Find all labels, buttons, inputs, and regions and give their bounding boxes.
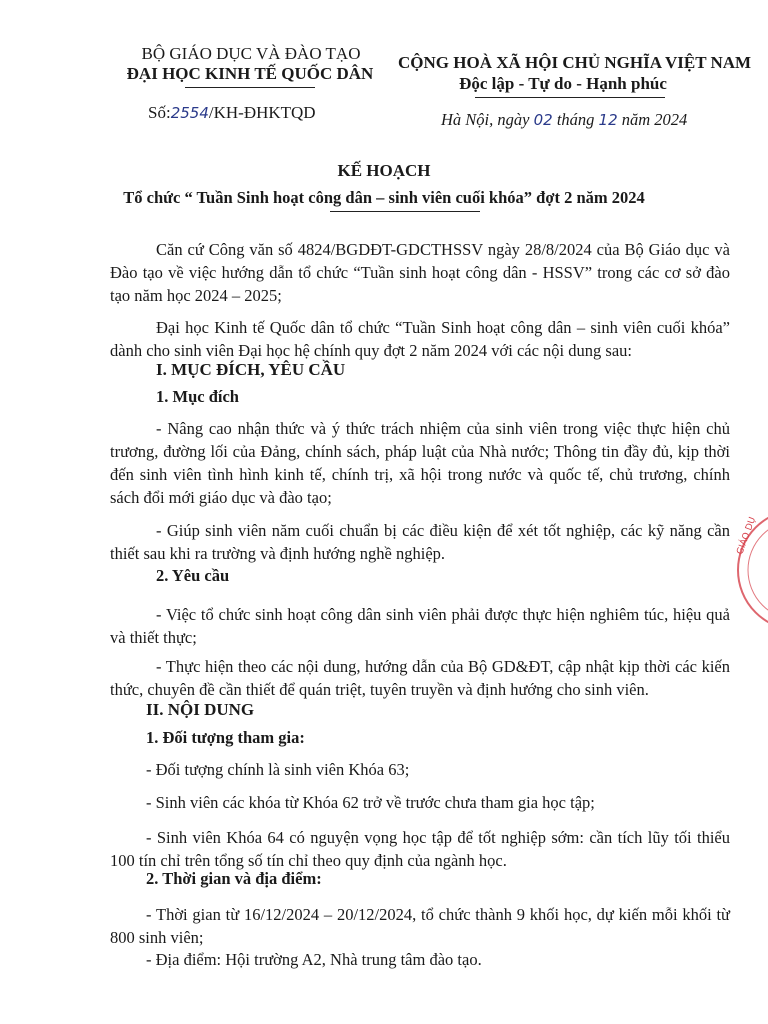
- paragraph-purpose-1: - Nâng cao nhận thức và ý thức trách nhiệm của sinh viên trong việc thực hiện chủ trương, đường lối của Đảng, chính sách, pháp luật của Nhà nước; Thông tin đầy đủ, kịp thời đến sinh viên tình hình kinh tế, chính trị, xã hội trong nước và quốc tế, chủ trương, chính sách đổi mới giáo dục và đào tạo;: [110, 419, 730, 507]
- paragraph-intro: Đại học Kinh tế Quốc dân tổ chức “Tuần Sinh hoạt công dân – sinh viên cuối khóa” dành cho sinh viên Đại học hệ chính quy đợt 2 năm 2024 với các nội dung sau:: [110, 318, 730, 360]
- paragraph-participants-2: - Sinh viên các khóa từ Khóa 62 trở về trước chưa tham gia học tập;: [146, 793, 595, 812]
- paragraph-participants-3: - Sinh viên Khóa 64 có nguyện vọng học tập để tốt nghiệp sớm: cần tích lũy tối thiểu 100 tín chỉ trên tổng số tín chỉ theo quy định của ngành học.: [110, 828, 730, 870]
- number-suffix: /KH-ĐHKTQD: [208, 103, 316, 122]
- paragraph-requirement-2: - Thực hiện theo các nội dung, hướng dẫn của Bộ GD&ĐT, cập nhật kịp thời các kiến thức, chuyên đề cần thiết để quán triệt, tuyên truyền và định hướng cho sinh viên.: [110, 657, 730, 699]
- document-title: KẾ HOẠCH: [337, 161, 431, 180]
- section-1-heading: I. MỤC ĐÍCH, YÊU CẦU: [156, 360, 346, 379]
- paragraph-requirement-1: - Việc tổ chức sinh hoạt công dân sinh viên phải được thực hiện nghiêm túc, hiệu quả và thiết thực;: [110, 605, 730, 647]
- paragraph-participants-1: - Đối tượng chính là sinh viên Khóa 63;: [146, 760, 410, 779]
- red-seal-stamp: [728, 515, 768, 625]
- document-subtitle: Tổ chức “ Tuần Sinh hoạt công dân – sinh viên cuối khóa” đợt 2 năm 2024: [123, 188, 645, 207]
- subtitle-underline: [330, 211, 480, 212]
- country-name: CỘNG HOÀ XÃ HỘI CHỦ NGHĨA VIỆT NAM: [398, 53, 752, 72]
- date-part2: tháng: [556, 110, 595, 129]
- handwritten-month: 12: [598, 111, 618, 129]
- handwritten-number: 2554: [170, 104, 209, 122]
- paragraph-time: - Thời gian từ 16/12/2024 – 20/12/2024, tổ chức thành 9 khối học, dự kiến mỗi khối từ 800 sinh viên;: [110, 905, 730, 947]
- subsection-requirements: 2. Yêu cầu: [156, 566, 230, 585]
- number-prefix: Số:: [148, 103, 171, 122]
- date-part3: năm 2024: [621, 110, 688, 129]
- subsection-participants: 1. Đối tượng tham gia:: [146, 728, 305, 747]
- place-date: [441, 110, 687, 130]
- paragraph-location: - Địa điểm: Hội trường A2, Nhà trung tâm đào tạo.: [146, 950, 482, 969]
- left-header-underline: [185, 87, 315, 88]
- ministry-name: BỘ GIÁO DỤC VÀ ĐÀO TẠO: [141, 44, 361, 63]
- section-2-heading: II. NỘI DUNG: [146, 700, 255, 719]
- paragraph-purpose-2: - Giúp sinh viên năm cuối chuẩn bị các điều kiện để xét tốt nghiệp, các kỹ năng cần thiết sau khi ra trường và định hướng nghề nghiệp.: [110, 521, 730, 563]
- national-motto: Độc lập - Tự do - Hạnh phúc: [459, 74, 667, 93]
- university-name: ĐẠI HỌC KINH TẾ QUỐC DÂN: [126, 64, 374, 83]
- subsection-time-location: 2. Thời gian và địa điểm:: [146, 869, 322, 888]
- date-part1: Hà Nội, ngày: [441, 110, 530, 129]
- stamp-text: GIÁO DỤ: [735, 515, 759, 557]
- handwritten-day: 02: [533, 111, 553, 129]
- paragraph-basis: Căn cứ Công văn số 4824/BGDĐT-GDCTHSSV ngày 28/8/2024 của Bộ Giáo dục và Đào tạo về việc hướng dẫn tổ chức “Tuần sinh hoạt công dân - HSSV” trong các cơ sở đào tạo năm học 2024 – 2025;: [110, 240, 730, 305]
- subsection-purpose: 1. Mục đích: [156, 387, 239, 406]
- document-number: [148, 103, 316, 123]
- motto-underline: [475, 97, 665, 98]
